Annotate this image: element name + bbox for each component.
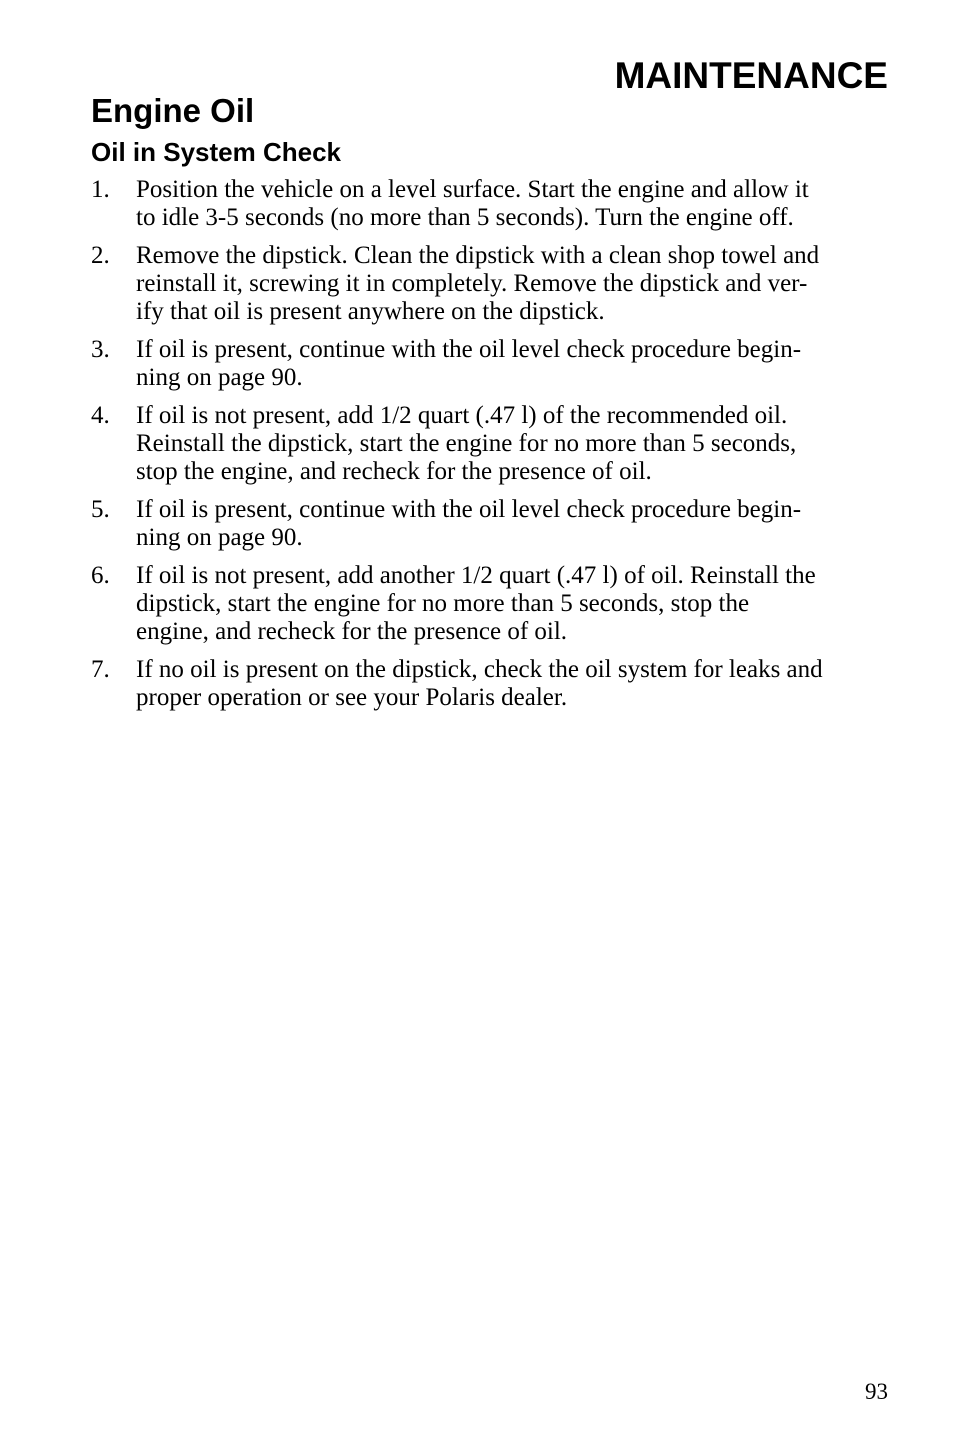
step-text-line: Reinstall the dipstick, start the engine for no more than 5 seconds,: [136, 430, 797, 457]
step-item: [91, 176, 891, 232]
step-number: 3.: [91, 336, 110, 363]
step-number: 7.: [91, 656, 110, 683]
step-text-line: ning on page 90.: [136, 524, 303, 551]
step-text-line: If oil is not present, add another 1/2 quart (.47 l) of oil. Reinstall the: [136, 562, 816, 589]
step-text: [136, 336, 891, 392]
step-text-line: If no oil is present on the dipstick, check the oil system for leaks and: [136, 656, 823, 683]
step-item: [91, 402, 891, 486]
step-item: [91, 562, 891, 646]
step-text-line: If oil is present, continue with the oil level check procedure begin-: [136, 336, 802, 363]
step-item: [91, 496, 891, 552]
step-text: [136, 496, 891, 552]
step-text: [136, 562, 891, 646]
page-title: Engine Oil: [91, 92, 255, 129]
step-text: [136, 242, 891, 326]
step-text-line: stop the engine, and recheck for the presence of oil.: [136, 458, 652, 485]
step-text-line: If oil is not present, add 1/2 quart (.47 l) of the recommended oil.: [136, 402, 788, 429]
step-text: [136, 656, 891, 712]
subsection-title: Oil in System Check: [91, 137, 341, 167]
step-number: 4.: [91, 402, 110, 429]
step-text-line: ning on page 90.: [136, 364, 303, 391]
step-text-line: Remove the dipstick. Clean the dipstick with a clean shop towel and: [136, 242, 820, 269]
step-text-line: ify that oil is present anywhere on the dipstick.: [136, 298, 605, 325]
step-text-line: Position the vehicle on a level surface. Start the engine and allow it: [136, 176, 809, 203]
step-text-line: reinstall it, screwing it in completely. Remove the dipstick and ver-: [136, 270, 808, 297]
step-item: [91, 656, 891, 712]
procedure-steps: [91, 176, 891, 722]
step-text: [136, 176, 891, 232]
step-text-line: dipstick, start the engine for no more than 5 seconds, stop the: [136, 590, 750, 617]
page-number: 93: [865, 1379, 888, 1404]
step-text-line: If oil is present, continue with the oil level check procedure begin-: [136, 496, 802, 523]
step-number: 1.: [91, 176, 110, 203]
step-text-line: proper operation or see your Polaris dealer.: [136, 684, 568, 711]
step-number: 2.: [91, 242, 110, 269]
step-text-line: to idle 3-5 seconds (no more than 5 seconds). Turn the engine off.: [136, 204, 794, 231]
step-item: [91, 242, 891, 326]
step-text: [136, 402, 891, 486]
step-text-line: engine, and recheck for the presence of oil.: [136, 618, 568, 645]
section-header: MAINTENANCE: [614, 55, 888, 96]
step-item: [91, 336, 891, 392]
step-number: 6.: [91, 562, 110, 589]
step-number: 5.: [91, 496, 110, 523]
